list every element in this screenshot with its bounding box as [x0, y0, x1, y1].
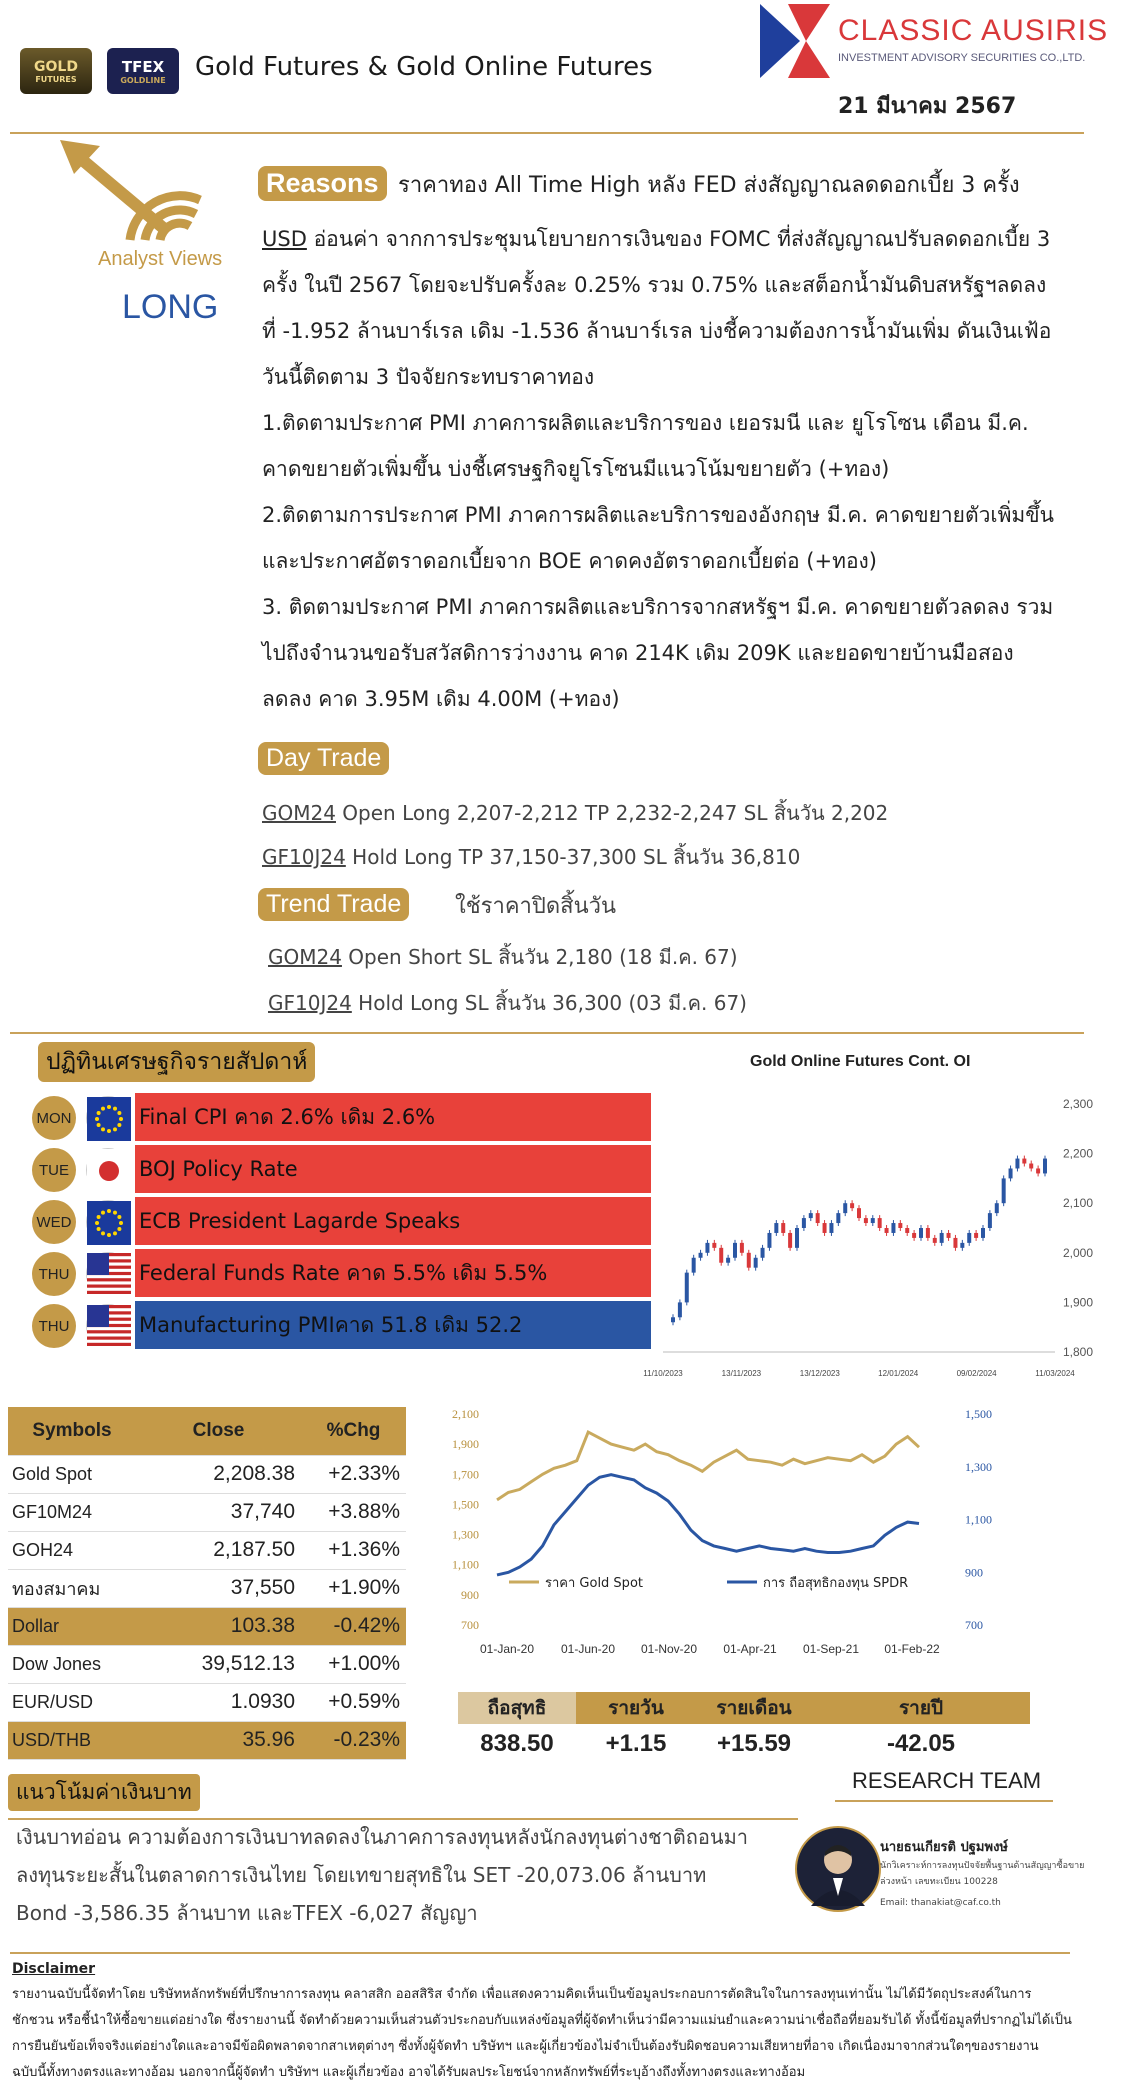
spdr-left-tick-label: 1,900 [452, 1437, 479, 1452]
tfex-logo-top: TFEX [121, 57, 165, 76]
calendar-title: ปฏิทินเศรษฐกิจรายสัปดาห์ [38, 1042, 315, 1082]
price-table-row [8, 1455, 406, 1493]
oi-candle [678, 1302, 682, 1317]
oi-candle [781, 1223, 785, 1233]
research-team-title: RESEARCH TEAM [852, 1768, 1042, 1793]
price-table-cell: 39,512.13 [136, 1645, 301, 1683]
price-table-cell: +1.90% [301, 1569, 406, 1607]
spdr-summary-value: 838.50 [480, 1730, 554, 1757]
price-table-cell: USD/THB [8, 1721, 136, 1759]
oi-y-tick-label: 2,000 [1063, 1245, 1094, 1260]
oi-candle [747, 1253, 751, 1268]
price-table-cell: ทองสมาคม [8, 1569, 136, 1607]
oi-candle [802, 1218, 806, 1228]
oi-x-tick-label: 11/03/2024 [1035, 1369, 1075, 1378]
oi-candle [809, 1213, 813, 1218]
section-divider [10, 1032, 1084, 1034]
oi-candle [1015, 1159, 1019, 1169]
price-table-row [8, 1531, 406, 1569]
oi-candle [774, 1223, 778, 1233]
reasons-line-9: 3. ติดตามประกาศ PMI ภาคการผลิตและบริการจากสหรัฐฯ มี.ค. คาดขยายตัวลดลง รวม [262, 595, 1054, 619]
price-table-cell: EUR/USD [8, 1683, 136, 1721]
thb-body [16, 1818, 748, 1932]
gold-spdr-chart [445, 1400, 1005, 1660]
spdr-legend-label: การ ถือสุทธิกองทุน SPDR [763, 1576, 909, 1591]
eu-flag-icon [86, 1096, 130, 1140]
disclaimer [12, 1956, 1102, 2086]
target-arrow-icon [60, 140, 210, 250]
reasons-headline: ราคาทอง All Time High หลัง FED ส่งสัญญาณลดดอกเบี้ย 3 ครั้ง [398, 173, 1020, 198]
oi-y-tick-label: 2,100 [1063, 1196, 1094, 1211]
spdr-x-tick-label: 01-Jan-20 [479, 1642, 535, 1656]
spdr-left-tick-label: 1,100 [452, 1557, 479, 1572]
spdr-summary-header: รายวัน [576, 1692, 696, 1724]
price-table-row [8, 1721, 406, 1759]
us-flag-icon [86, 1304, 130, 1348]
oi-candle [843, 1203, 847, 1213]
price-table-cell: GF10M24 [8, 1493, 136, 1531]
price-table-column-header: Close [136, 1407, 301, 1455]
day-trade-line-1 [262, 790, 888, 836]
us-flag-icon [86, 1252, 130, 1296]
oi-candle [788, 1233, 792, 1248]
oi-candle [816, 1213, 820, 1223]
spdr-right-tick-label: 700 [965, 1618, 983, 1632]
position-label: LONG [122, 288, 219, 326]
price-table-column-header: %Chg [301, 1407, 406, 1455]
oi-candle [1009, 1168, 1013, 1178]
reasons-line-8: และประกาศอัตราดอกเบี้ยจาก BOE คาดคงอัตราดอกเบี้ยต่อ (+ทอง) [262, 549, 877, 573]
oi-candle [898, 1223, 902, 1228]
spdr-left-tick-label: 1,500 [452, 1497, 479, 1512]
page-title: Gold Futures & Gold Online Futures [195, 52, 653, 82]
oi-candle [767, 1233, 771, 1248]
oi-candle [699, 1253, 703, 1258]
analyst-photo [795, 1826, 881, 1912]
reasons-line-6: คาดขยายตัวเพิ่มขึ้น บ่งชี้เศรษฐกิจยูโรโซนมีแนวโน้มขยายตัว (+ทอง) [262, 457, 890, 481]
brand-name: CLASSIC AUSIRIS [838, 14, 1109, 47]
price-table-cell: 1.0930 [136, 1683, 301, 1721]
reasons-line-11: ลดลง คาด 3.95M เดิม 4.00M (+ทอง) [262, 687, 620, 711]
oi-candle [871, 1218, 875, 1223]
oi-candle [953, 1238, 957, 1248]
spdr-right-tick-label: 1,100 [965, 1512, 992, 1527]
oi-x-tick-label: 11/10/2023 [643, 1369, 683, 1378]
oi-candle [891, 1223, 895, 1233]
oi-candle [857, 1208, 861, 1218]
usd-label: USD [262, 227, 307, 251]
trend-trade-text-1: Open Short SL สิ้นวัน 2,180 (18 มี.ค. 67) [341, 945, 738, 969]
calendar-day-badge: MON [32, 1096, 76, 1140]
oi-x-tick-label: 12/01/2024 [878, 1369, 919, 1378]
oi-y-tick-label: 1,800 [1063, 1345, 1094, 1359]
oi-candle [1036, 1168, 1040, 1173]
oi-candle [823, 1223, 827, 1233]
oi-candle [761, 1248, 765, 1258]
tfex-logo-bottom: GOLDLINE [120, 75, 166, 85]
oi-candle [671, 1317, 675, 1322]
price-table-cell: 37,550 [136, 1569, 301, 1607]
oi-candle [726, 1258, 730, 1263]
price-table-header [8, 1407, 406, 1455]
oi-candle [967, 1233, 971, 1243]
oi-y-tick-label: 1,900 [1063, 1295, 1094, 1310]
oi-y-tick-label: 2,300 [1063, 1097, 1094, 1111]
brand-subtitle: INVESTMENT ADVISORY SECURITIES CO.,LTD. [838, 52, 1086, 64]
spdr-summary-header: รายปี [812, 1692, 1030, 1724]
oi-candle [685, 1273, 689, 1303]
calendar-event: Manufacturing PMIคาด 51.8 เดิม 52.2 [135, 1301, 651, 1351]
oi-candle [940, 1233, 944, 1243]
oi-candle [885, 1228, 889, 1233]
price-table-cell: Dollar [8, 1607, 136, 1645]
disclaimer-line-3: การยืนยันข้อเท็จจริงแต่อย่างใดและอาจมีข้อผิดพลาดจากสาเหตุต่างๆ ซึ่งทั้งผู้จัดทำ บริษัทฯ และผู้เกี่ยวข้องไม่จำเป็นต้องรับผิดชอบความเสียหายที่อาจ เกิดเนื่องมาจากส่วนใดๆของรายงาน [12, 2039, 1039, 2054]
thb-line-2: ลงทุนระยะสั้นในตลาดการเงินไทย โดยเทขายสุทธิใน SET -20,073.06 ล้านบาท [16, 1863, 707, 1887]
price-table-cell: 2,187.50 [136, 1531, 301, 1569]
price-table-cell: 35.96 [136, 1721, 301, 1759]
oi-candle [712, 1243, 716, 1248]
trend-trade-text-2: Hold Long SL สิ้นวัน 36,300 (03 มี.ค. 67) [351, 991, 747, 1015]
oi-x-tick-label: 13/11/2023 [721, 1369, 762, 1378]
reasons-paragraph [262, 216, 1092, 722]
price-table-row [8, 1683, 406, 1721]
thb-line-3: Bond -3,586.35 ล้านบาท และTFEX -6,027 สัญญา [16, 1901, 478, 1925]
header-divider [10, 132, 1084, 134]
trend-trade-line-2 [268, 980, 747, 1026]
calendar-event: Final CPI คาด 2.6% เดิม 2.6% [135, 1093, 651, 1143]
price-table-column-header: Symbols [8, 1407, 136, 1455]
oi-x-tick-label: 09/02/2024 [956, 1369, 997, 1378]
oi-candle [926, 1228, 930, 1238]
spdr-right-tick-label: 900 [965, 1565, 983, 1580]
spdr-summary-value: +1.15 [605, 1730, 667, 1757]
trend-trade-tag: Trend Trade [258, 888, 409, 921]
reasons-line-2: ครั้ง ในปี 2567 โดยจะปรับครั้งละ 0.25% รวม 0.75% และสต็อกน้ำมันดิบสหรัฐฯลดลง [262, 273, 1047, 297]
oi-candle [829, 1223, 833, 1233]
spdr-summary-value: +15.59 [716, 1730, 792, 1757]
spdr-x-tick-label: 01-Jun-20 [560, 1642, 616, 1656]
analyst-name: นายธนเกียรติ ปฐมพงษ์ [880, 1840, 1008, 1855]
oi-candle [1022, 1159, 1026, 1164]
day-trade-symbol-1: GOM24 [262, 801, 336, 825]
price-table-cell: +3.88% [301, 1493, 406, 1531]
price-table-cell: 103.38 [136, 1607, 301, 1645]
oi-candle [947, 1233, 951, 1238]
oi-y-tick-label: 2,200 [1063, 1146, 1094, 1161]
price-table-cell: 2,208.38 [136, 1455, 301, 1493]
oi-candle [878, 1218, 882, 1228]
spdr-right-tick-label: 1,300 [965, 1459, 992, 1474]
oi-candle [912, 1233, 916, 1238]
oi-candle [692, 1258, 696, 1273]
trend-trade-symbol-2: GF10J24 [268, 991, 352, 1015]
spdr-left-tick-label: 900 [461, 1587, 479, 1602]
eu-flag-icon [86, 1200, 130, 1244]
day-trade-tag: Day Trade [258, 742, 389, 775]
disclaimer-divider [10, 1952, 1070, 1954]
oi-candle [905, 1228, 909, 1233]
analyst-views-label: Analyst Views [98, 248, 223, 270]
price-table-row [8, 1569, 406, 1607]
spdr-series-line [497, 1475, 919, 1575]
oi-x-tick-label: 13/12/2023 [799, 1369, 840, 1378]
trend-trade-line-1 [268, 934, 738, 980]
price-table-cell: Dow Jones [8, 1645, 136, 1683]
oi-candle [1029, 1164, 1033, 1169]
oi-candle [995, 1203, 999, 1213]
calendar-event: Federal Funds Rate คาด 5.5% เดิม 5.5% [135, 1249, 651, 1299]
oi-candle [754, 1258, 758, 1268]
oi-candle [836, 1213, 840, 1223]
price-table-cell: +1.00% [301, 1645, 406, 1683]
reasons-line-10: ไปถึงจำนวนขอรับสวัสดิการว่างงาน คาด 214K เดิม 209K และยอดขายบ้านมือสอง [262, 641, 1014, 665]
price-table-row [8, 1607, 406, 1645]
oi-candle [1043, 1159, 1047, 1174]
oi-candle [933, 1238, 937, 1243]
price-table-cell: +1.36% [301, 1531, 406, 1569]
spdr-right-tick-label: 1,500 [965, 1407, 992, 1421]
day-trade-line-2 [262, 834, 800, 880]
oi-candle [733, 1243, 737, 1258]
spdr-summary-header: ถือสุทธิ [458, 1692, 576, 1724]
gold-futures-logo-top: GOLD [34, 58, 78, 75]
reasons-line-7: 2.ติดตามการประกาศ PMI ภาคการผลิตและบริการของอังกฤษ มี.ค. คาดขยายตัวเพิ่มขึ้น [262, 503, 1054, 527]
oi-candle [960, 1243, 964, 1248]
price-table-row [8, 1645, 406, 1683]
oi-chart [643, 1090, 1110, 1390]
trend-trade-symbol-1: GOM24 [268, 945, 342, 969]
price-table-cell: -0.23% [301, 1721, 406, 1759]
oi-candle [988, 1213, 992, 1228]
day-trade-text-2: Hold Long TP 37,150-37,300 SL สิ้นวัน 36,810 [345, 845, 801, 869]
reasons-line [262, 216, 1092, 262]
reasons-line-5: 1.ติดตามประกาศ PMI ภาคการผลิตและบริการของ เยอรมนี และ ยูโรโซน เดือน มี.ค. [262, 411, 1029, 435]
spdr-left-tick-label: 1,700 [452, 1467, 479, 1482]
calendar-day-badge: WED [32, 1200, 76, 1244]
spdr-x-tick-label: 01-Sep-21 [802, 1642, 860, 1656]
oi-candle [719, 1248, 723, 1263]
disclaimer-line-4: ฉบับนี้ทั้งทางตรงและทางอ้อม นอกจากนี้ผู้จัดทำ บริษัทฯ และผู้เกี่ยวข้อง อาจได้รับผลประโยชน์จากหลักทรัพย์ที่ระบุอ้างถึงทั้งทางตรงและทางอ้อม [12, 2065, 806, 2080]
spdr-left-tick-label: 700 [461, 1618, 479, 1632]
analyst-email: Email: thanakiat@caf.co.th [880, 1898, 1001, 1908]
classic-ausiris-logo-icon [760, 4, 830, 78]
oi-candle [850, 1203, 854, 1208]
spdr-series-line [497, 1432, 919, 1500]
spdr-x-tick-label: 01-Apr-21 [723, 1642, 777, 1656]
oi-candle [740, 1243, 744, 1253]
oi-chart-title: Gold Online Futures Cont. OI [750, 1053, 971, 1070]
oi-candle [705, 1243, 709, 1253]
trend-trade-note: ใช้ราคาปิดสิ้นวัน [455, 894, 617, 919]
oi-candle [981, 1228, 985, 1238]
report-date: 21 มีนาคม 2567 [838, 94, 1017, 119]
research-divider [835, 1800, 1053, 1802]
japan-flag-icon [86, 1148, 130, 1192]
spdr-x-tick-label: 01-Feb-22 [884, 1642, 940, 1656]
calendar-event: ECB President Lagarde Speaks [135, 1197, 651, 1247]
calendar-day-badge: THU [32, 1304, 76, 1348]
spdr-left-tick-label: 1,300 [452, 1527, 479, 1542]
day-trade-symbol-2: GF10J24 [262, 845, 346, 869]
reasons-tag: Reasons [258, 166, 387, 201]
gold-futures-logo-bottom: FUTURES [35, 74, 77, 84]
oi-candle [795, 1228, 799, 1248]
price-table-cell: -0.42% [301, 1607, 406, 1645]
tfex-logo [107, 48, 179, 94]
reasons-line-3: ที่ -1.952 ล้านบาร์เรล เดิม -1.536 ล้านบาร์เรล บ่งชี้ความต้องการน้ำมันเพิ่ม ดันเงินเฟ้อ [262, 319, 1052, 343]
spdr-legend-label: ราคา Gold Spot [545, 1576, 643, 1591]
disclaimer-line-2: ชักชวน หรือชี้นำให้ซื้อขายแต่อย่างใด ซึ่งรายงานนี้ จัดทำด้วยความเห็นส่วนตัวประกอบกับแหล่งข้อมูลที่ผู้จัดทำเห็นว่ามีความแม่นยำและความน่าเชื่อถือที่ยอมรับได้ ทั้งนี้ข้อมูลที่ปรากฏไม่ได้เป็น [12, 2013, 1072, 2028]
price-table-cell: GOH24 [8, 1531, 136, 1569]
thb-title: แนวโน้มค่าเงินบาท [8, 1774, 200, 1811]
disclaimer-line-1: รายงานฉบับนี้จัดทำโดย บริษัทหลักทรัพย์ที่ปรึกษาการลงทุน คลาสสิก ออสสิริส จำกัด เพื่อแสดงความคิดเห็นเป็นข้อมูลประกอบการตัดสินใจในการลงทุนเท่านั้น ไม่ได้มีวัตถุประสงค์ในการ [12, 1987, 1032, 2002]
analyst-role: นักวิเคราะห์การลงทุนปัจจัยพื้นฐานด้านสัญญาซื้อขายล่วงหน้า เลขทะเบียน 100228 [880, 1861, 1085, 1887]
spdr-x-tick-label: 01-Nov-20 [640, 1642, 698, 1656]
reasons-line-4: วันนี้ติดตาม 3 ปัจจัยกระทบราคาทอง [262, 365, 595, 389]
oi-candle [864, 1218, 868, 1223]
oi-candle [974, 1233, 978, 1238]
price-table-cell: 37,740 [136, 1493, 301, 1531]
price-table-cell: Gold Spot [8, 1455, 136, 1493]
spdr-left-tick-label: 2,100 [452, 1407, 479, 1421]
gold-futures-logo [20, 48, 92, 94]
spdr-summary-value: -42.05 [886, 1730, 956, 1757]
price-table-cell: +0.59% [301, 1683, 406, 1721]
price-table-cell: +2.33% [301, 1455, 406, 1493]
thb-line-1: เงินบาทอ่อน ความต้องการเงินบาทลดลงในภาคการลงทุนหลังนักลงทุนต่างชาติถอนมา [16, 1825, 748, 1849]
calendar-day-badge: THU [32, 1252, 76, 1296]
oi-candle [919, 1228, 923, 1238]
oi-candle [1002, 1178, 1006, 1203]
day-trade-text-1: Open Long 2,207-2,212 TP 2,232-2,247 SL สิ้นวัน 2,202 [335, 801, 889, 825]
calendar-event: BOJ Policy Rate [135, 1145, 651, 1195]
spdr-summary-header: รายเดือน [696, 1692, 812, 1724]
reasons-line-1: อ่อนค่า จากการประชุมนโยบายการเงินของ FOMC ที่ส่งสัญญาณปรับลดดอกเบี้ย 3 [313, 227, 1051, 251]
price-table [8, 1407, 406, 1760]
calendar-day-badge: TUE [32, 1148, 76, 1192]
price-table-row [8, 1493, 406, 1531]
disclaimer-title: Disclaimer [12, 1961, 96, 1977]
